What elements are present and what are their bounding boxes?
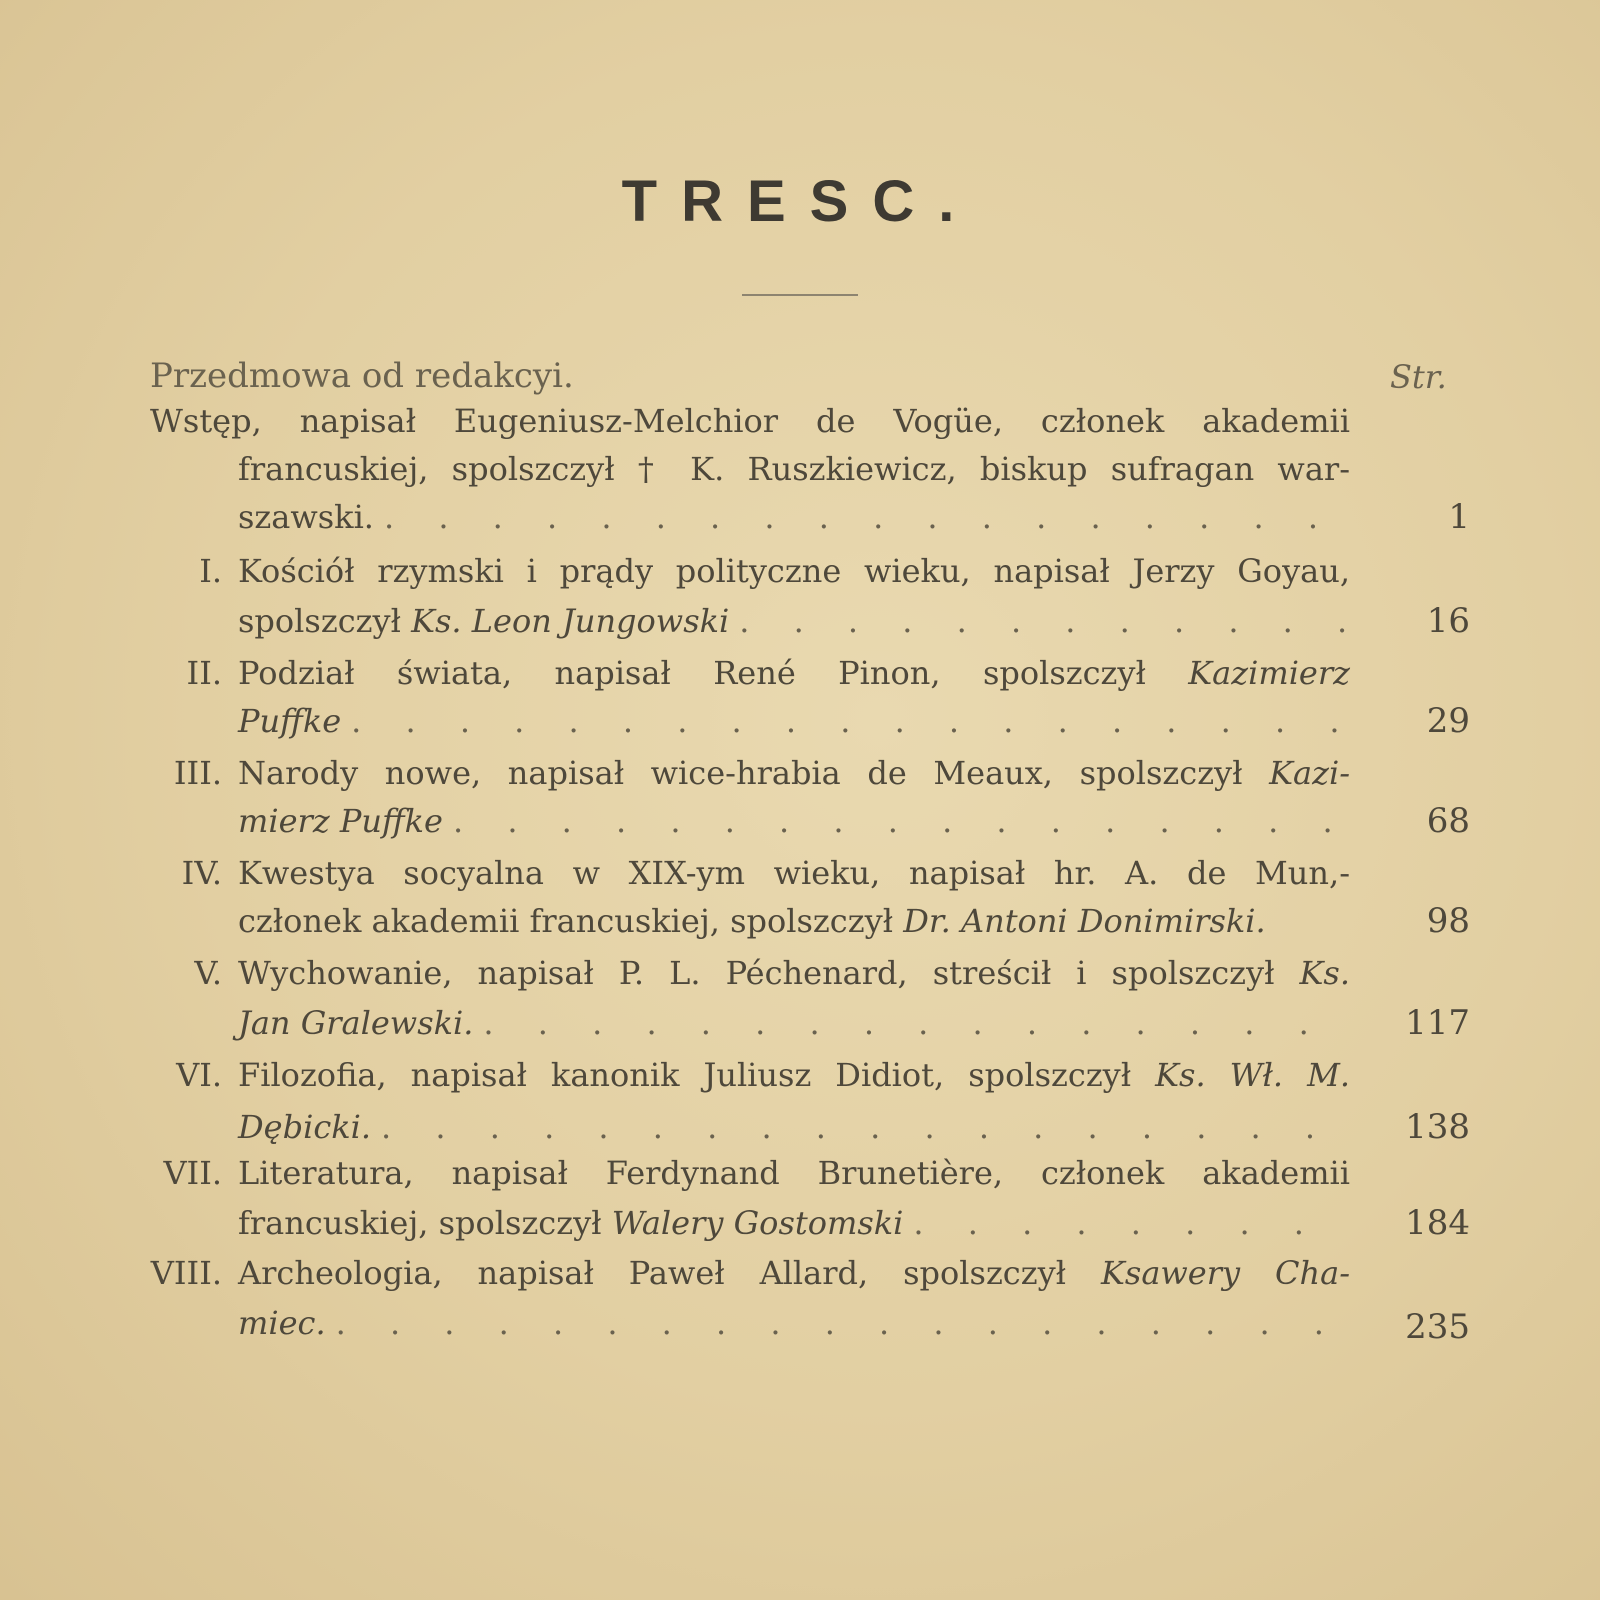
chapter-numeral: I. xyxy=(199,552,222,590)
entry-line: Kwestya socyalna w XIX-ym wieku, napisał hr. A. de Mun,- xyxy=(238,854,1350,892)
entry-line: Wstęp, napisał Eugeniusz-Melchior de Vogüe, członek akademii xyxy=(150,402,1350,440)
leader-dots xyxy=(473,1000,1350,1046)
entry-line xyxy=(238,598,1350,644)
leader-dots xyxy=(374,494,1350,540)
page-number: 184 xyxy=(1405,1203,1470,1243)
page-number: 138 xyxy=(1405,1107,1470,1147)
entry-line: członek akademii francuskiej, spolszczył Dr. Antoni Donimirski. xyxy=(238,902,1266,940)
entry-line xyxy=(238,1300,1350,1346)
chapter-numeral: VI. xyxy=(176,1056,222,1094)
entry-line xyxy=(238,494,1350,540)
entry-line: Literatura, napisał Ferdynand Brunetière, członek akademii xyxy=(238,1154,1350,1192)
translator-name: Ks. Wł. M. xyxy=(1155,1056,1351,1094)
chapter-numeral: VIII. xyxy=(150,1254,222,1292)
translator-name: Ks. xyxy=(1299,954,1351,992)
entry-text: szawski. xyxy=(238,498,374,536)
entry-line xyxy=(238,1200,1350,1246)
chapter-numeral: V. xyxy=(194,954,222,992)
page-title: TRESC. xyxy=(621,169,979,234)
translator-name: mierz Puffke xyxy=(238,802,443,840)
translator-name: Ksawery Cha- xyxy=(1100,1254,1351,1292)
chapter-numeral: IV. xyxy=(181,854,222,892)
translator-name: Jan Gralewski. xyxy=(238,1004,474,1042)
translator-name: Puffke xyxy=(238,702,342,740)
entry-line xyxy=(238,1000,1350,1046)
page-number: 117 xyxy=(1405,1003,1470,1043)
leader-dots xyxy=(371,1104,1350,1150)
entry-text: francuskiej, spolszczył Walery Gostomski xyxy=(238,1204,904,1242)
entry-line: Wychowanie, napisał P. L. Péchenard, streścił i spolszczył Ks. xyxy=(238,954,1351,992)
leader-dots xyxy=(443,798,1350,844)
entry-line: Kościół rzymski i prądy polityczne wieku, napisał Jerzy Goyau, xyxy=(238,552,1350,590)
translator-name: Ks. Leon Jungowski xyxy=(411,602,730,640)
leader-dots xyxy=(326,1300,1350,1346)
entry-text: spolszczył Ks. Leon Jungowski xyxy=(238,602,730,640)
page-number: 98 xyxy=(1426,901,1470,941)
page-number: 1 xyxy=(1448,497,1470,537)
translator-name: Kazimierz xyxy=(1188,654,1351,692)
page-number: 16 xyxy=(1426,601,1470,641)
entry-line xyxy=(238,798,1350,844)
page-number: 68 xyxy=(1426,801,1470,841)
entry-line xyxy=(238,1104,1350,1150)
leader-dots xyxy=(341,698,1350,744)
page-number: 235 xyxy=(1405,1307,1470,1347)
entry-line: Narody nowe, napisał wice-hrabia de Meaux, spolszczył Kazi- xyxy=(238,754,1351,792)
translator-name: Dr. Antoni Donimirski. xyxy=(903,902,1266,940)
leader-dots xyxy=(729,598,1350,644)
translator-name: Walery Gostomski xyxy=(611,1204,904,1242)
translator-name: miec. xyxy=(238,1304,326,1342)
translator-name: Kazi- xyxy=(1269,754,1351,792)
chapter-numeral: VII. xyxy=(163,1154,222,1192)
chapter-numeral: II. xyxy=(186,654,222,692)
translator-name: Dębicki. xyxy=(238,1108,372,1146)
leader-dots xyxy=(903,1200,1350,1246)
entry-line: francuskiej, spolszczył † K. Ruszkiewicz, biskup sufragan war- xyxy=(238,450,1350,488)
entry-line xyxy=(238,698,1350,744)
entry-line: Archeologia, napisał Paweł Allard, spolszczył Ksawery Cha- xyxy=(238,1254,1351,1292)
entry-line: Filozofia, napisał kanonik Juliusz Didiot, spolszczył Ks. Wł. M. xyxy=(238,1056,1351,1094)
preface-entry: Przedmowa od redakcyi. xyxy=(150,356,574,396)
page-column-label: Str. xyxy=(1390,358,1447,396)
entry-line: Podział świata, napisał René Pinon, spolszczył Kazimierz xyxy=(238,654,1351,692)
chapter-numeral: III. xyxy=(173,754,222,792)
title-divider xyxy=(742,294,858,296)
page-number: 29 xyxy=(1426,701,1470,741)
